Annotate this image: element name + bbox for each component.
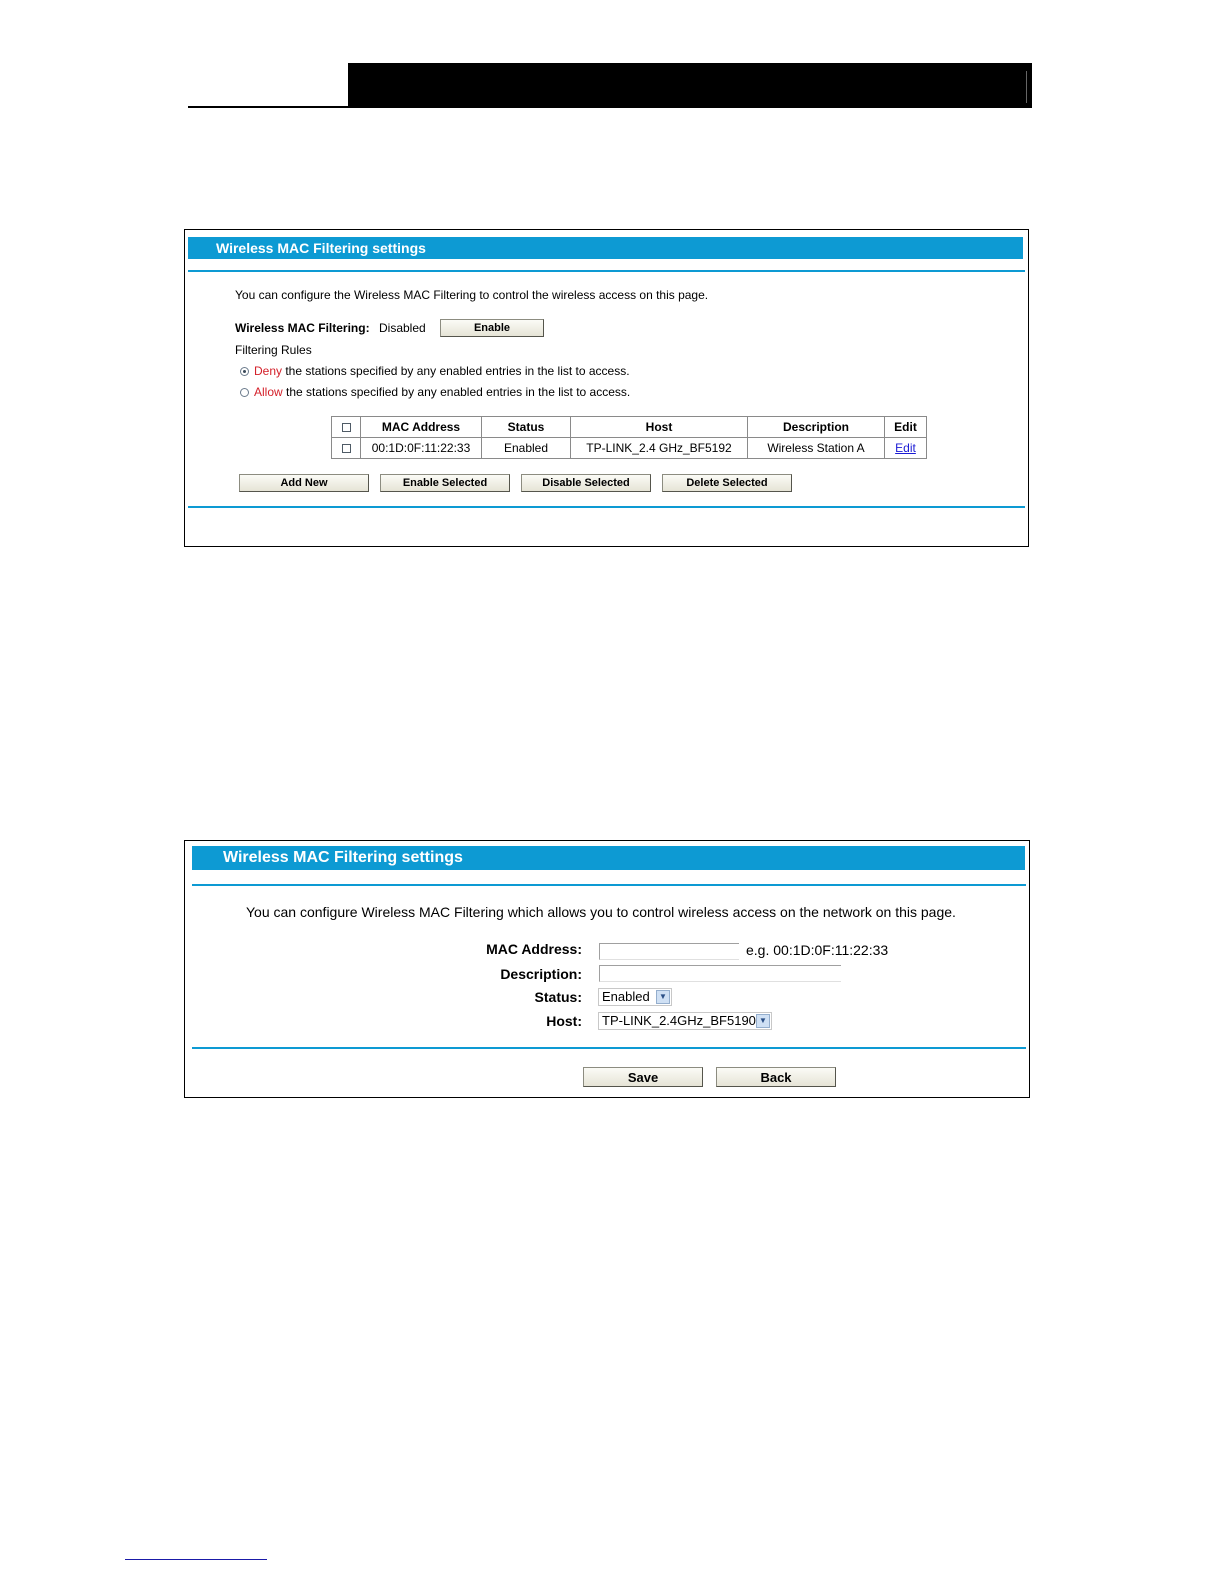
status-select[interactable]	[598, 988, 672, 1006]
chevron-down-icon[interactable]: ▼	[656, 990, 670, 1004]
header-rule	[188, 106, 350, 108]
mac-filter-table	[331, 416, 927, 459]
col-host: Host	[571, 417, 748, 438]
mac-address-hint: e.g. 00:1D:0F:11:22:33	[746, 942, 889, 958]
deny-rule-description: the stations specified by any enabled entries in the list to access.	[282, 364, 630, 378]
col-status: Status	[482, 417, 571, 438]
divider	[188, 270, 1025, 272]
deny-rule-text	[254, 364, 630, 378]
row-host: TP-LINK_2.4 GHz_BF5192	[571, 438, 748, 459]
col-edit: Edit	[885, 417, 927, 438]
select-all-header	[332, 417, 361, 438]
panel-title: Wireless MAC Filtering settings	[188, 237, 1023, 259]
table-row	[332, 438, 927, 459]
status-select-value: Enabled	[602, 989, 650, 1004]
mac-filtering-list-panel	[184, 229, 1029, 547]
host-select-value: TP-LINK_2.4GHz_BF5190	[602, 1013, 756, 1028]
row-checkbox[interactable]	[342, 444, 351, 453]
chevron-down-icon[interactable]: ▼	[756, 1014, 770, 1028]
allow-radio[interactable]	[240, 388, 249, 397]
header-bar-tick	[1026, 71, 1027, 103]
col-description: Description	[748, 417, 885, 438]
col-mac-address: MAC Address	[361, 417, 482, 438]
mac-address-label: MAC Address:	[486, 941, 582, 957]
row-select-cell	[332, 438, 361, 459]
mac-filtering-add-panel	[184, 840, 1030, 1098]
save-button[interactable]: Save	[583, 1067, 703, 1087]
intro-text: You can configure Wireless MAC Filtering which allows you to control wireless access on the network on this page.	[246, 904, 956, 920]
footer-link-rule	[125, 1559, 267, 1560]
add-new-button[interactable]: Add New	[239, 474, 369, 492]
header-bar	[348, 63, 1032, 108]
table-header-row	[332, 417, 927, 438]
filtering-label: Wireless MAC Filtering:	[235, 321, 370, 335]
filtering-status: Disabled	[379, 321, 426, 335]
row-description: Wireless Station A	[748, 438, 885, 459]
row-mac-address: 00:1D:0F:11:22:33	[361, 438, 482, 459]
deny-keyword: Deny	[254, 364, 283, 378]
edit-link[interactable]: Edit	[895, 441, 916, 455]
back-button[interactable]: Back	[716, 1067, 836, 1087]
deny-radio[interactable]	[240, 367, 249, 376]
divider	[188, 506, 1025, 508]
panel-title: Wireless MAC Filtering settings	[192, 846, 1025, 870]
allow-rule-description: the stations specified by any enabled entries in the list to access.	[282, 385, 631, 399]
host-select[interactable]	[598, 1012, 772, 1030]
description-input[interactable]	[599, 965, 841, 982]
delete-selected-button[interactable]: Delete Selected	[662, 474, 792, 492]
host-label: Host:	[546, 1013, 582, 1029]
filtering-rules-label: Filtering Rules	[235, 343, 312, 357]
divider	[192, 884, 1026, 886]
select-all-checkbox[interactable]	[342, 423, 351, 432]
enable-selected-button[interactable]: Enable Selected	[380, 474, 510, 492]
mac-address-input[interactable]	[599, 943, 739, 960]
divider	[192, 1047, 1026, 1049]
enable-button[interactable]: Enable	[440, 319, 544, 337]
intro-text: You can configure the Wireless MAC Filtering to control the wireless access on this page.	[235, 288, 709, 302]
row-status: Enabled	[482, 438, 571, 459]
disable-selected-button[interactable]: Disable Selected	[521, 474, 651, 492]
row-edit-cell	[885, 438, 927, 459]
allow-keyword: Allow	[254, 385, 283, 399]
description-label: Description:	[500, 966, 582, 982]
status-label: Status:	[534, 989, 582, 1005]
allow-rule-text	[254, 385, 630, 399]
